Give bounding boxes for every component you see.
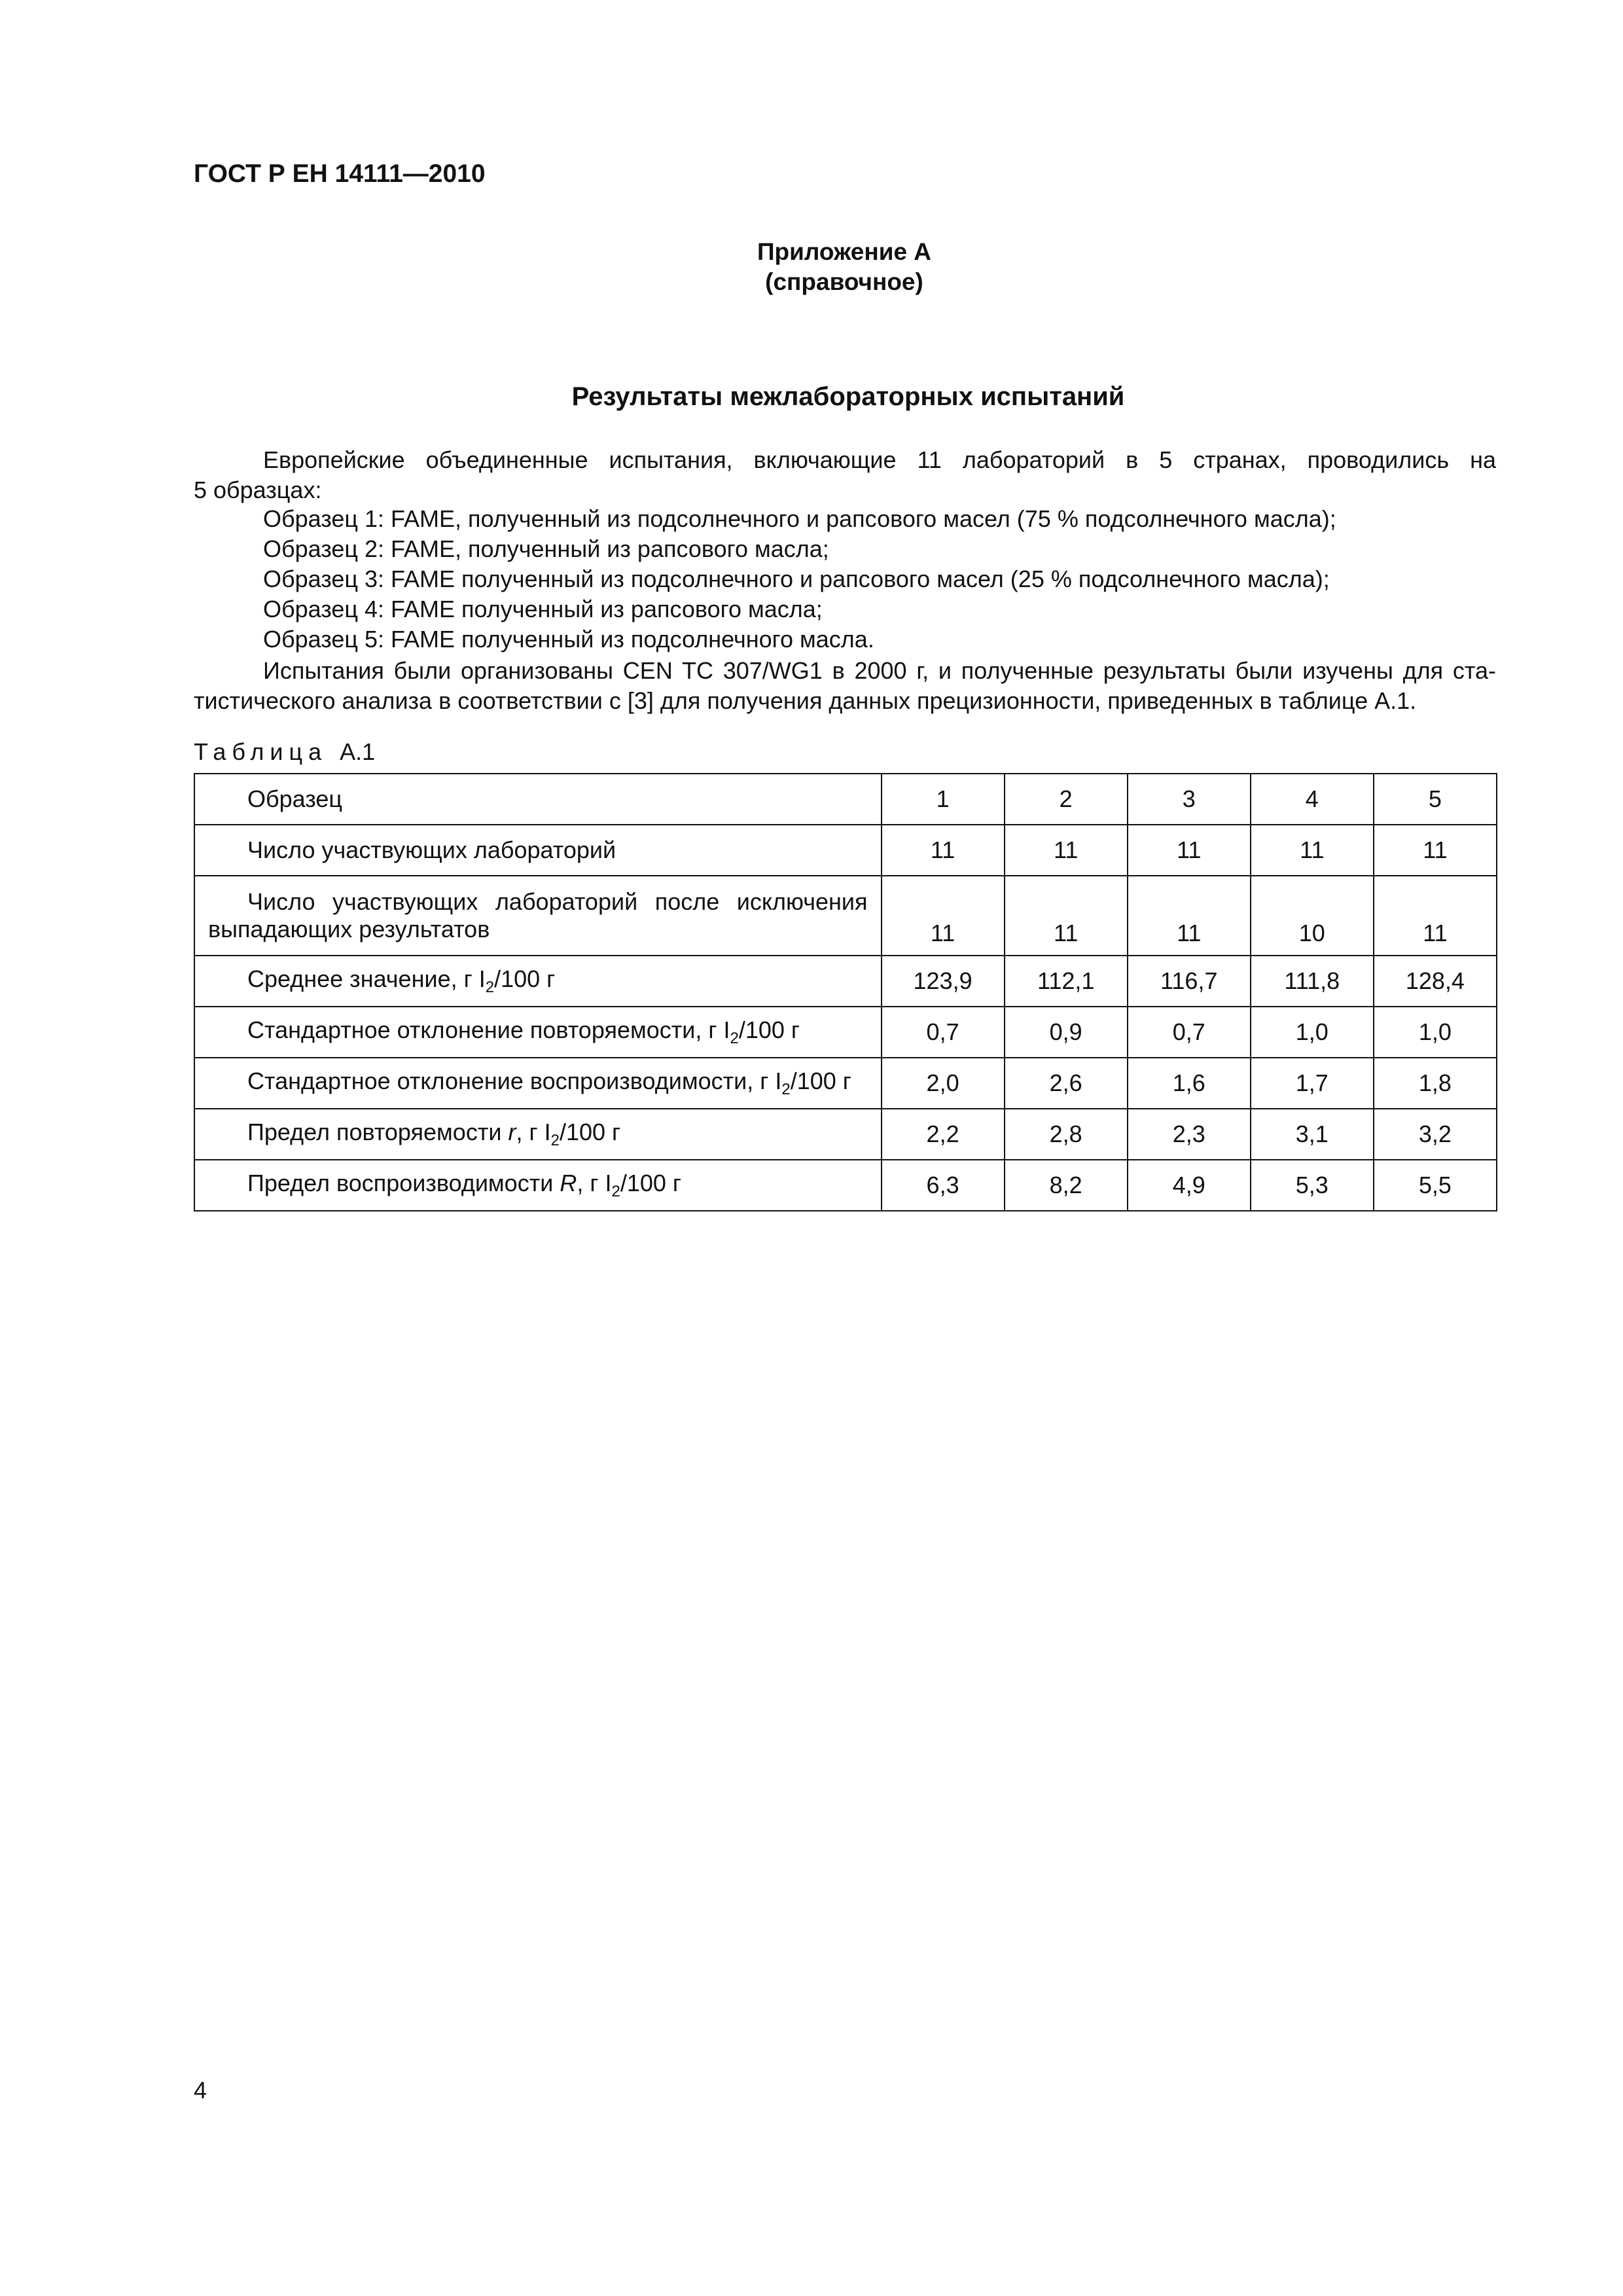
analysis-line-2: тистического анализа в соответствии с [3] для получения данных прецизионности, приведенных в таблице А.1.: [194, 687, 1417, 714]
table-row: [194, 876, 1497, 956]
row-label-text: Предел повторяемости: [247, 1118, 508, 1145]
row-label: Образец: [194, 774, 882, 825]
row-label-text: , г I: [577, 1169, 612, 1196]
table-cell: 1: [882, 774, 1005, 825]
subscript: 2: [485, 978, 495, 997]
variable-symbol: R: [560, 1169, 577, 1196]
annex-subtitle: (справочное): [765, 268, 923, 295]
row-label: [194, 956, 882, 1007]
row-label-text: Число участвующих лабораторий после исключения выпадающих результатов: [208, 888, 868, 942]
table-cell: 2,2: [882, 1109, 1005, 1160]
table-cell: 11: [1128, 825, 1251, 876]
table-cell: 1,7: [1251, 1058, 1374, 1109]
table-cell: 5,3: [1251, 1160, 1374, 1211]
table-cell: 1,0: [1251, 1007, 1374, 1058]
annex-heading: [713, 237, 975, 297]
table-cell: 11: [1005, 876, 1128, 956]
sample-item: Образец 3: FAME полученный из подсолнечного и рапсового масел (25 % подсолнечного масла);: [263, 565, 1330, 592]
row-label-text: , г I: [516, 1118, 551, 1145]
subscript: 2: [730, 1030, 739, 1048]
table-cell: 5: [1374, 774, 1497, 825]
table-cell: 11: [882, 825, 1005, 876]
subscript: 2: [611, 1183, 620, 1201]
table-cell: 5,5: [1374, 1160, 1497, 1211]
row-label: Число участвующих лабораторий: [194, 825, 882, 876]
table-row: [194, 1007, 1497, 1058]
sample-item: Образец 1: FAME, полученный из подсолнечного и рапсового масел (75 % подсолнечного масла);: [263, 505, 1336, 532]
row-label-unit: /100 г: [790, 1067, 851, 1094]
row-label-unit: /100 г: [738, 1016, 800, 1043]
table-row: [194, 1160, 1497, 1211]
row-label-unit: /100 г: [494, 965, 556, 992]
table-cell: 10: [1251, 876, 1374, 956]
table-cell: 2: [1005, 774, 1128, 825]
table-cell: 11: [882, 876, 1005, 956]
sample-item: Образец 4: FAME полученный из рапсового масла;: [263, 596, 823, 622]
row-label-text: Среднее значение, г I: [247, 965, 486, 992]
table-cell: 2,3: [1128, 1109, 1251, 1160]
sample-item: Образец 2: FAME, полученный из рапсового масла;: [263, 535, 829, 562]
document-code: ГОСТ Р ЕН 14111—2010: [194, 160, 486, 188]
table-cell: 3,2: [1374, 1109, 1497, 1160]
table-cell: 4: [1251, 774, 1374, 825]
row-label: [194, 876, 882, 956]
intro-line-1: Европейские объединенные испытания, включающие 11 лабораторий в 5 странах, проводились на: [263, 446, 1496, 473]
table-row: [194, 774, 1497, 825]
table-cell: 1,0: [1374, 1007, 1497, 1058]
table-cell: 1,8: [1374, 1058, 1497, 1109]
table-row: [194, 825, 1497, 876]
table-row: [194, 956, 1497, 1007]
row-label: [194, 1007, 882, 1058]
table-cell: 123,9: [882, 956, 1005, 1007]
table-cell: 112,1: [1005, 956, 1128, 1007]
intro-line-2: 5 образцах:: [194, 476, 322, 503]
table-cell: 0,9: [1005, 1007, 1128, 1058]
table-cell: 11: [1005, 825, 1128, 876]
table-cell: 0,7: [1128, 1007, 1251, 1058]
page-number: 4: [194, 2077, 207, 2104]
table-cell: 8,2: [1005, 1160, 1128, 1211]
row-label-text: Предел воспроизводимости: [247, 1169, 560, 1196]
table-cell: 11: [1251, 825, 1374, 876]
row-label-unit: /100 г: [620, 1169, 682, 1196]
subscript: 2: [550, 1132, 560, 1150]
table-cell: 2,6: [1005, 1058, 1128, 1109]
table-cell: 11: [1374, 825, 1497, 876]
table-cell: 11: [1128, 876, 1251, 956]
table-cell: 3,1: [1251, 1109, 1374, 1160]
table-cell: 2,0: [882, 1058, 1005, 1109]
table-cell: 0,7: [882, 1007, 1005, 1058]
table-row: [194, 1058, 1497, 1109]
row-label: [194, 1160, 882, 1211]
table-cell: 4,9: [1128, 1160, 1251, 1211]
analysis-line-1: Испытания были организованы CEN TC 307/WG1 в 2000 г, и полученные результаты были изучены для ста-: [263, 657, 1496, 684]
annex-title: Приложение А: [757, 238, 932, 265]
table-cell: 3: [1128, 774, 1251, 825]
table-cell: 128,4: [1374, 956, 1497, 1007]
table-cell: 111,8: [1251, 956, 1374, 1007]
table-caption: [194, 738, 375, 766]
subscript: 2: [781, 1081, 791, 1099]
row-label-text: Стандартное отклонение повторяемости, г I: [247, 1016, 730, 1043]
row-label: [194, 1058, 882, 1109]
row-label-text: Стандартное отклонение воспроизводимости, г I: [247, 1067, 782, 1094]
table-cell: 11: [1374, 876, 1497, 956]
row-label-unit: /100 г: [559, 1118, 621, 1145]
table-cell: 6,3: [882, 1160, 1005, 1211]
table-cell: 116,7: [1128, 956, 1251, 1007]
table-cell: 2,8: [1005, 1109, 1128, 1160]
table-caption-number: А.1: [340, 738, 376, 765]
sample-item: Образец 5: FAME полученный из подсолнечного масла.: [263, 626, 874, 653]
row-label: [194, 1109, 882, 1160]
table-caption-word: Таблица: [194, 738, 328, 765]
table-row: [194, 1109, 1497, 1160]
section-title: Результаты межлабораторных испытаний: [571, 382, 1125, 411]
table-cell: 1,6: [1128, 1058, 1251, 1109]
precision-table: [194, 773, 1497, 1211]
variable-symbol: r: [508, 1118, 516, 1145]
